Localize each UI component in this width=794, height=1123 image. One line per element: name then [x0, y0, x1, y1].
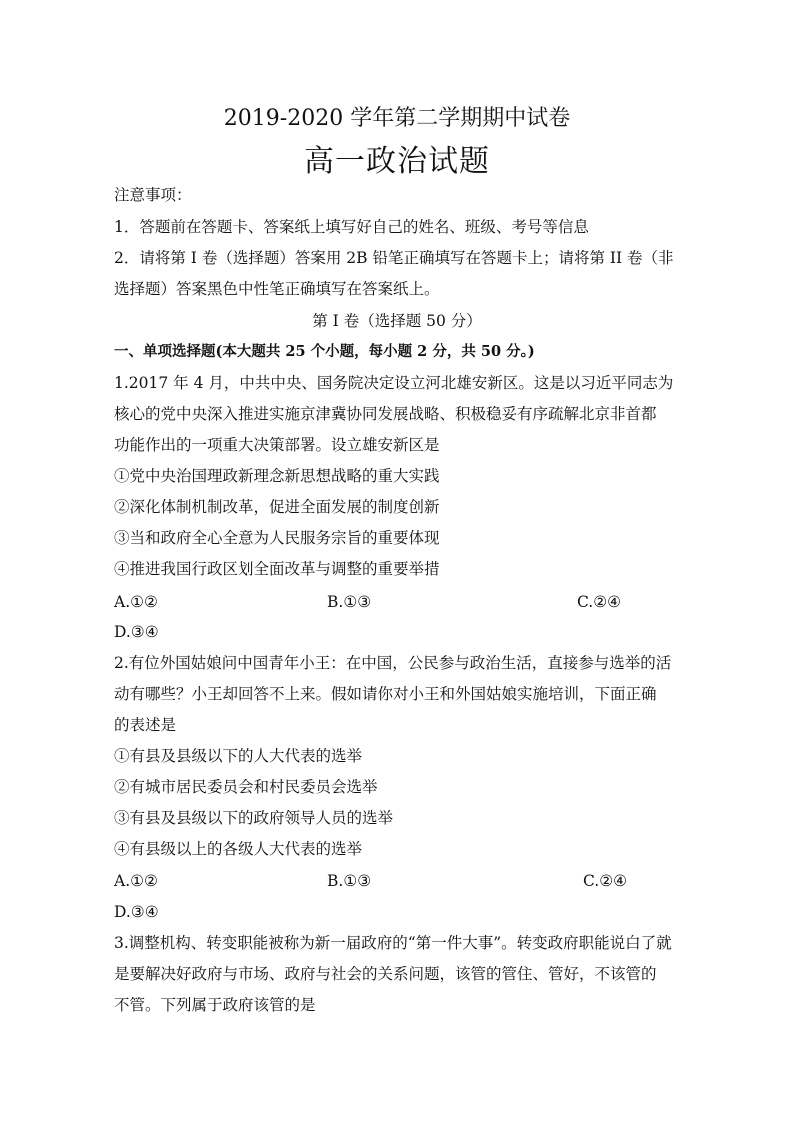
section-instruction: 一、单项选择题(本大题共 25 个小题，每小题 2 分，共 50 分。) — [114, 343, 535, 360]
q2-option-4: ④有县级以上的各级人大代表的选举 — [114, 840, 363, 858]
notes-heading: 注意事项： — [114, 186, 192, 204]
q1-stem-line-2: 核心的党中央深入推进实施京津冀协同发展战略、积极稳妥有序疏解北京非首都 — [114, 405, 657, 423]
q1-option-1: ①党中央治国理政新理念新思想战略的重大实践 — [114, 467, 440, 485]
q2-choice-b: B.①③ — [327, 872, 372, 890]
q2-option-3: ③有县及县级以下的政府领导人员的选举 — [114, 809, 394, 827]
q1-choice-d: D.③④ — [114, 623, 159, 641]
q2-choice-d: D.③④ — [114, 903, 159, 921]
q1-option-3: ③当和政府全心全意为人民服务宗旨的重要体现 — [114, 529, 440, 547]
q1-choice-a: A.①② — [114, 593, 158, 611]
q3-stem-line-1: 3.调整机构、转变职能被称为新一届政府的“第一件大事”。转变政府职能说白了就 — [114, 934, 672, 952]
exam-title: 2019-2020 学年第二学期期中试卷 — [223, 106, 571, 131]
q3-stem-line-2: 是要解决好政府与市场、政府与社会的关系问题，该管的管住、管好，不该管的 — [114, 965, 657, 983]
notes-item-2-line-2: 选择题）答案黑色中性笔正确填写在答案纸上。 — [114, 280, 440, 298]
q1-option-4: ④推进我国行政区划全面改革与调整的重要举措 — [114, 560, 440, 578]
q1-stem-line-3: 功能作出的一项重大决策部署。设立雄安新区是 — [114, 436, 440, 454]
q2-stem-line-2: 动有哪些？小王却回答不上来。假如请你对小王和外国姑娘实施培训，下面正确 — [114, 685, 657, 703]
q3-stem-line-3: 不管。下列属于政府该管的是 — [114, 996, 316, 1014]
notes-item-2-line-1: 2．请将第 I 卷（选择题）答案用 2B 铅笔正确填写在答题卡上；请将第 II 卷（非 — [114, 249, 674, 267]
q2-stem-line-1: 2.有位外国姑娘问中国青年小王：在中国，公民参与政治生活，直接参与选举的活 — [114, 654, 672, 672]
notes-item-1: 1．答题前在答题卡、答案纸上填写好自己的姓名、班级、考号等信息 — [114, 218, 589, 236]
section-title: 第 I 卷（选择题 50 分） — [312, 312, 482, 330]
q2-stem-line-3: 的表述是 — [114, 716, 177, 734]
q2-choice-c: C.②④ — [583, 872, 628, 890]
q1-choice-b: B.①③ — [327, 593, 372, 611]
q1-option-2: ②深化体制机制改革，促进全面发展的制度创新 — [114, 498, 440, 516]
q1-choice-c: C.②④ — [577, 593, 622, 611]
q1-stem-line-1: 1.2017 年 4 月，中共中央、国务院决定设立河北雄安新区。这是以习近平同志为 — [114, 374, 674, 392]
q2-choice-a: A.①② — [114, 872, 158, 890]
exam-subtitle: 高一政治试题 — [304, 144, 490, 179]
q2-option-1: ①有县及县级以下的人大代表的选举 — [114, 747, 363, 765]
q2-option-2: ②有城市居民委员会和村民委员会选举 — [114, 778, 378, 796]
